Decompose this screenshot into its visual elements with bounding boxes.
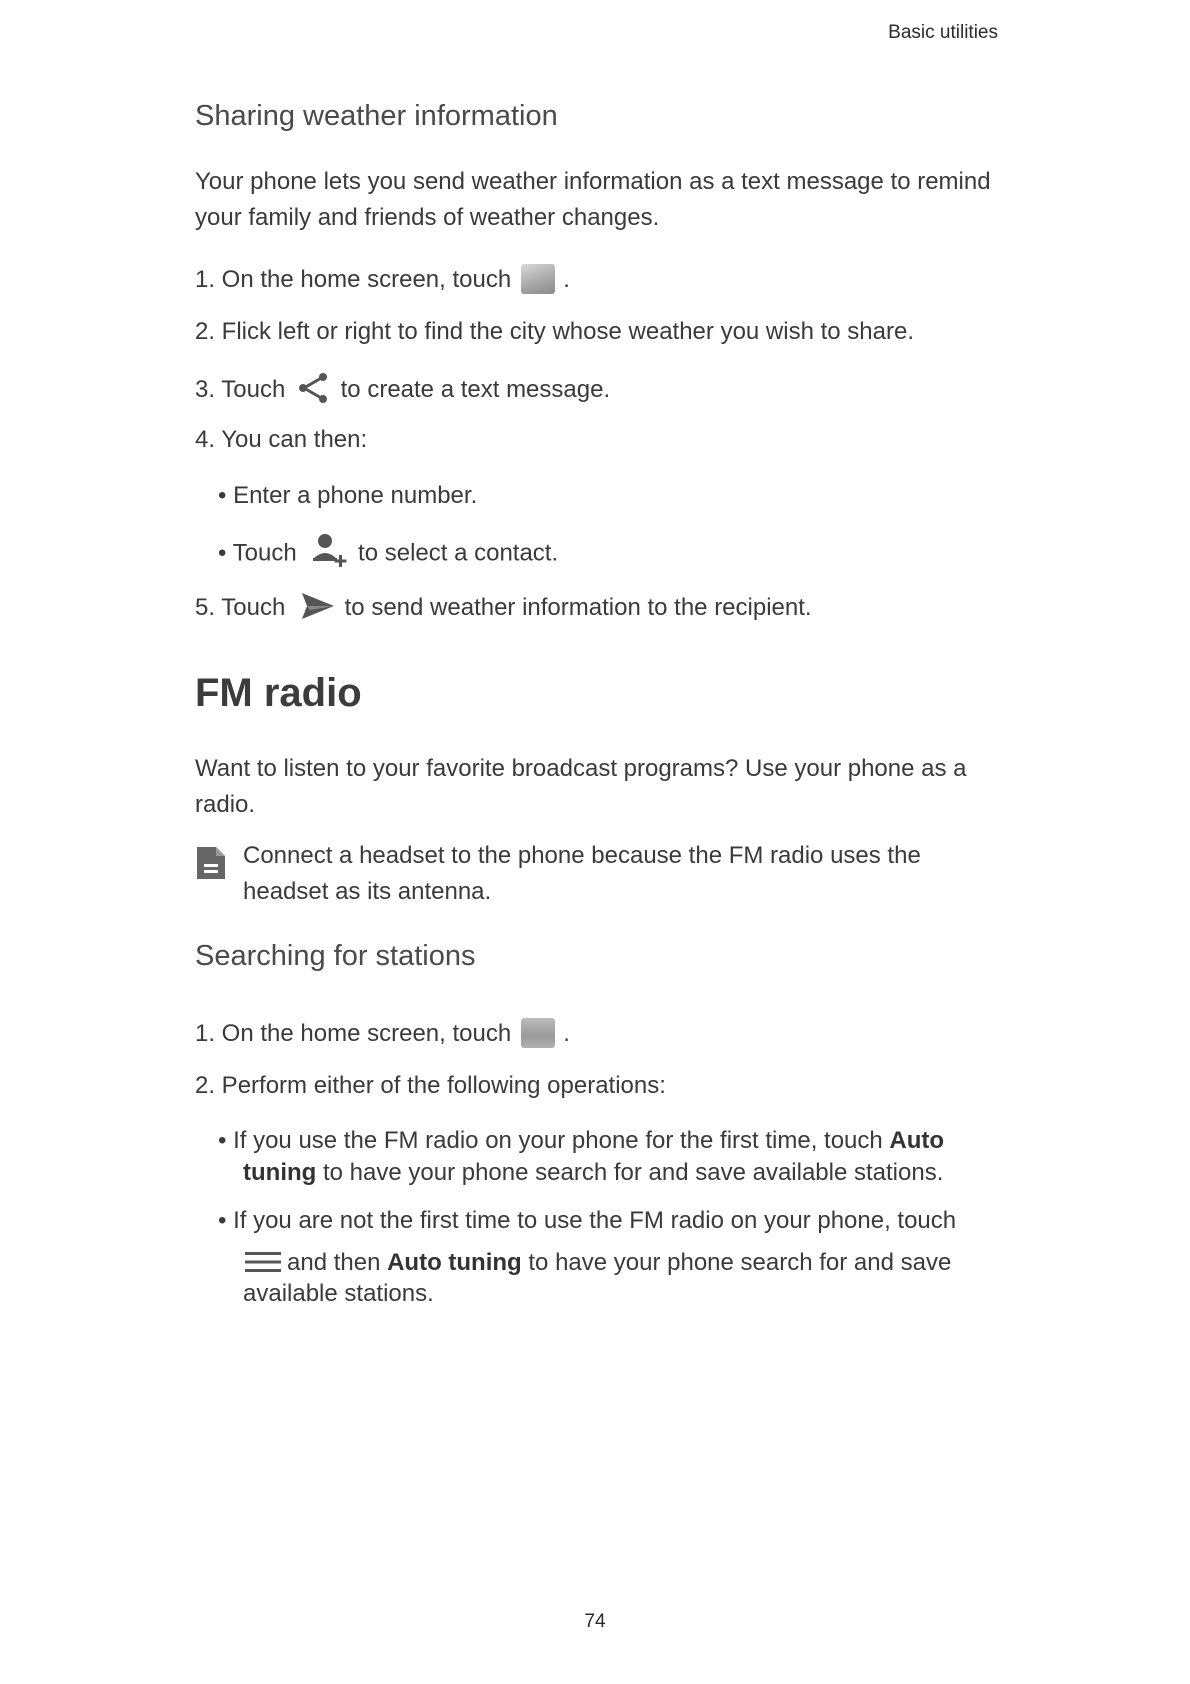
fm-bullet-1-text: • If you use the FM radio on your phone for the first time, touch: [218, 1127, 883, 1154]
fm-bullet-1-line1: [218, 1125, 944, 1157]
sharing-bullet-2-before: • Touch: [218, 539, 297, 567]
section-heading-searching: Searching for stations: [195, 940, 476, 972]
menu-icon: [243, 1249, 283, 1275]
sharing-step-1-text: 1. On the home screen, touch: [195, 266, 512, 293]
fm-step-2: 2. Perform either of the following operations:: [195, 1072, 666, 1099]
fm-step-1-text: 1. On the home screen, touch: [195, 1020, 512, 1047]
sharing-bullet-2: [218, 536, 558, 572]
sharing-bullet-2-after: to select a contact.: [358, 539, 559, 567]
fm-bullet-1-bold1: Auto: [889, 1127, 945, 1154]
fm-bullet-2-before: and then: [287, 1249, 381, 1276]
weather-app-icon: [521, 264, 555, 294]
fm-note-line1: Connect a headset to the phone because the FM radio uses the: [243, 842, 921, 869]
page-number: 74: [584, 1611, 606, 1632]
sharing-step-4: 4. You can then:: [195, 426, 368, 453]
fm-step-1: [195, 1018, 570, 1050]
fm-bullet-1-line2: [243, 1157, 943, 1189]
fm-bullet-1-bold2: tuning: [243, 1159, 317, 1186]
fm-bullet-2-line2: [243, 1247, 951, 1279]
fm-bullet-2-line3: available stations.: [243, 1280, 434, 1307]
sharing-step-5: [195, 592, 812, 624]
fm-bullet-1-after: to have your phone search for and save available stations.: [322, 1159, 944, 1186]
sharing-intro-line1: Your phone lets you send weather information as a text message to remind: [195, 168, 991, 195]
send-icon: [300, 591, 336, 621]
sharing-bullet-1: • Enter a phone number.: [218, 482, 478, 509]
fm-radio-app-icon: [521, 1018, 555, 1048]
sharing-step-5-after: to send weather information to the recipient.: [344, 594, 812, 621]
add-contact-icon: [311, 531, 349, 567]
fm-intro-line1: Want to listen to your favorite broadcast programs? Use your phone as a: [195, 755, 967, 782]
sharing-intro-line2: your family and friends of weather changes.: [195, 204, 660, 231]
fm-intro-line2: radio.: [195, 791, 256, 818]
fm-step-1-after: .: [563, 1020, 570, 1047]
running-header: Basic utilities: [888, 22, 998, 43]
sharing-step-2: 2. Flick left or right to find the city whose weather you wish to share.: [195, 318, 914, 345]
share-icon: [296, 372, 330, 404]
fm-bullet-2-line1: • If you are not the first time to use the FM radio on your phone, touch: [218, 1207, 957, 1234]
sharing-step-5-before: 5. Touch: [195, 594, 286, 621]
section-heading-sharing: Sharing weather information: [195, 100, 558, 132]
fm-bullet-2-bold: Auto tuning: [387, 1249, 522, 1276]
note-icon: [195, 845, 227, 881]
fm-bullet-2-after: to have your phone search for and save: [528, 1249, 952, 1276]
sharing-step-3-after: to create a text message.: [340, 376, 611, 403]
sharing-step-1-after: .: [563, 266, 570, 293]
sharing-step-3: [195, 374, 610, 407]
sharing-step-3-before: 3. Touch: [195, 376, 286, 403]
fm-note-line2: headset as its antenna.: [243, 878, 492, 905]
fm-radio-heading: FM radio: [195, 671, 362, 715]
sharing-step-1: [195, 264, 570, 296]
